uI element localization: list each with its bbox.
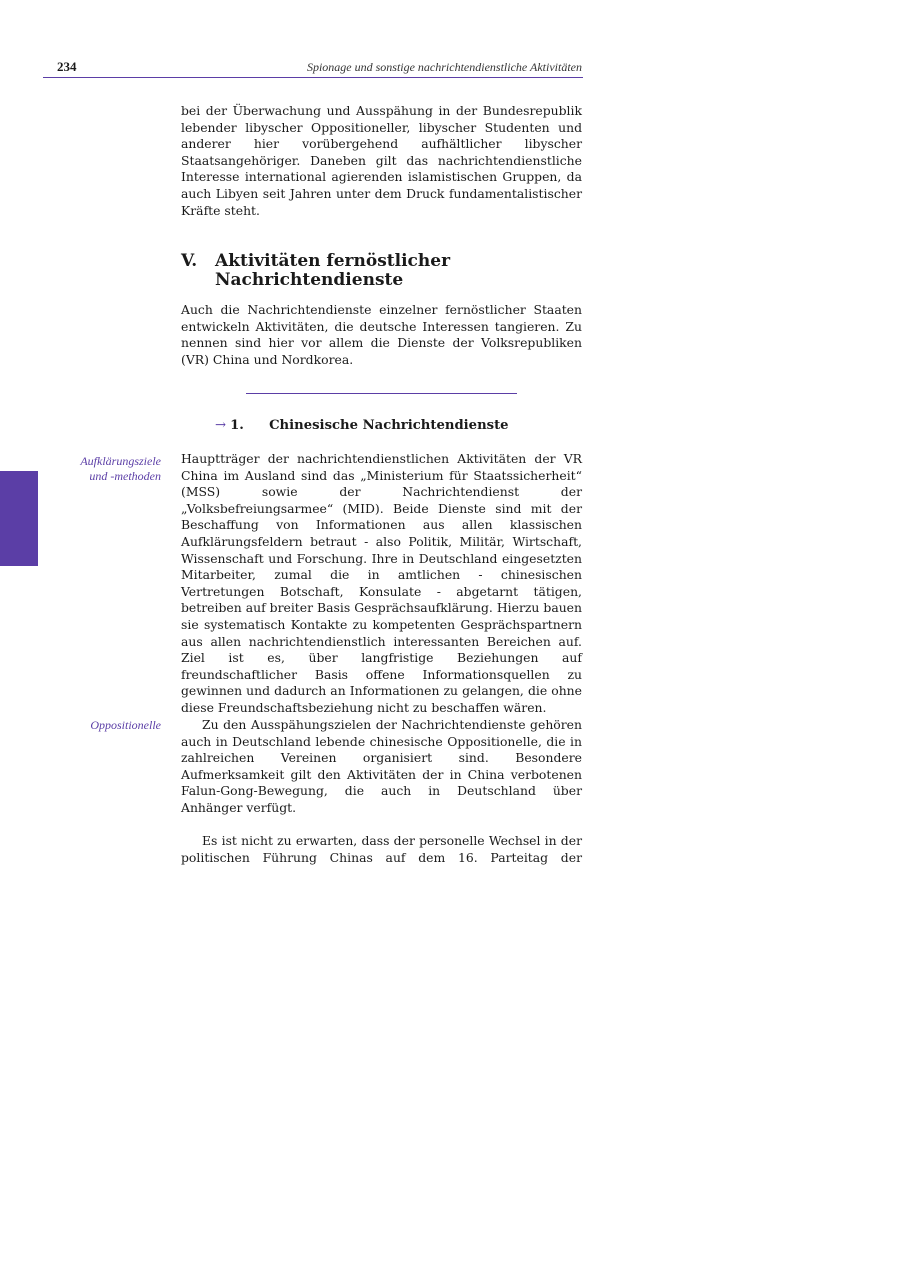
intro-block (181, 103, 582, 219)
paragraph-block-2 (181, 717, 582, 817)
section-title: Aktivitäten fernöstlicher Nachrichtendienste (215, 251, 451, 290)
section-intro (181, 302, 582, 368)
margin-note-aufklaerungsziele: Aufklärungsziele und -methoden (80, 454, 161, 483)
subsection-heading (215, 418, 509, 433)
section-number: V. (181, 251, 198, 271)
section-divider (246, 393, 517, 394)
running-header (43, 59, 583, 78)
paragraph-block-3 (181, 833, 582, 866)
intro-paragraph: bei der Überwachung und Ausspähung in der Bundesrepublik lebender libyscher Oppositioneller, libyscher Studenten und anderer hier vorübergehend aufhältlicher libyscher Staatsangehöriger. Daneben gilt das nachrichtendienstliche Interesse international agierenden islamistischen Gruppen, da auch Libyen seit Jahren unter dem Druck fundamentalistischer Kräfte steht. (181, 103, 582, 218)
arrow-right-icon: → (215, 418, 227, 433)
section-heading (181, 252, 582, 290)
subsection-title: Chinesische Nachrichtendienste (269, 418, 509, 433)
paragraph-block-1 (181, 451, 582, 717)
section-paragraph: Auch die Nachrichtendienste einzelner fernöstlicher Staaten entwickeln Aktivitäten, die deutsche Interessen tangieren. Zu nennen sind hier vor allem die Dienste der Volksrepubliken (VR) China und Nordkorea. (181, 302, 582, 367)
paragraph-2: Zu den Ausspähungszielen der Nachrichtendienste gehören auch in Deutschland lebende chinesische Oppositionelle, die in zahlreichen Vereinen organisiert sind. Besondere Aufmerksamkeit gilt den Aktivitäten der in China verbotenen Falun-Gong-Bewegung, die auch in Deutschland über Anhänger verfügt. (181, 717, 582, 815)
subsection-number: 1. (230, 418, 244, 433)
paragraph-3: Es ist nicht zu erwarten, dass der personelle Wechsel in der politischen Führung Chinas auf dem 16. Parteitag der (181, 833, 582, 865)
chapter-tab-marker (0, 471, 38, 566)
margin-note-oppositionelle: Oppositionelle (90, 718, 161, 732)
page-number: 234 (57, 59, 77, 74)
running-title: Spionage und sonstige nachrichtendienstliche Aktivitäten (306, 60, 582, 74)
paragraph-1: Hauptträger der nachrichtendienstlichen Aktivitäten der VR China im Ausland sind das „Ministerium für Staatssicherheit“ (MSS) sowie der Nachrichtendienst der „Volksbefreiungsarmee“ (MID). Beide Dienste sind mit der Beschaffung von Informationen aus allen klassischen Aufklärungsfeldern betraut - also Politik, Militär, Wirtschaft, Wissenschaft und Forschung. Ihre in Deutschland eingesetzten Mitarbeiter, zumal die in amtlichen - chinesischen Vertretungen Botschaft, Konsulate - abgetarnt tätigen, betreiben auf breiter Basis Gesprächsaufklärung. Hierzu bauen sie systematisch Kontakte zu kompetenten Gesprächspartnern aus allen nachrichtendienstlich interessanten Bereichen auf. Ziel ist es, über langfristige Beziehungen auf freundschaftlicher Basis offene Informationsquellen zu gewinnen und dadurch an Informationen zu gelangen, die ohne diese Freundschaftsbeziehung nicht zu beschaffen wären. (181, 451, 582, 715)
